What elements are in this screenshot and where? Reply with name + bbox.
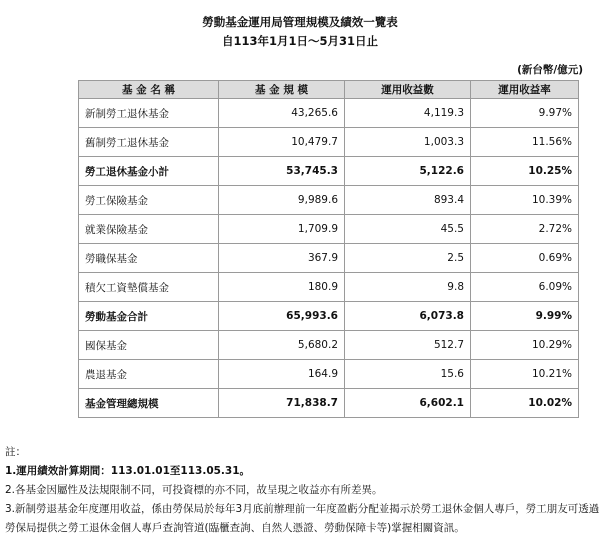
table-row [79,128,579,157]
rate-cell: 10.39% [471,186,579,215]
rate-cell: 0.69% [471,244,579,273]
rate-cell: 9.99% [471,302,579,331]
table-row [79,273,579,302]
fund-name-cell: 國保基金 [79,331,219,360]
income-cell: 1,003.3 [345,128,471,157]
page-title: 勞動基金運用局管理規模及績效一覽表 [202,15,398,29]
income-cell: 2.5 [345,244,471,273]
table-row [79,244,579,273]
fund-name-cell: 新制勞工退休基金 [79,99,219,128]
column-header-fund-scale: 基 金 規 模 [219,81,345,99]
fund-scale-cell: 43,265.6 [219,99,345,128]
rate-cell: 10.02% [471,389,579,418]
notes-section [5,443,600,538]
fund-scale-cell: 1,709.9 [219,215,345,244]
table-row [79,360,579,389]
fund-name-cell: 勞動基金合計 [79,302,219,331]
note-item-1: 1.運用績效計算期間：113.01.01至113.05.31。 [5,465,251,477]
income-cell: 6,073.8 [345,302,471,331]
fund-scale-cell: 65,993.6 [219,302,345,331]
fund-name-cell: 舊制勞工退休基金 [79,128,219,157]
rate-cell: 2.72% [471,215,579,244]
fund-scale-cell: 164.9 [219,360,345,389]
rate-cell: 11.56% [471,128,579,157]
income-cell: 893.4 [345,186,471,215]
unit-label: (新台幣/億元) [517,64,583,76]
income-cell: 6,602.1 [345,389,471,418]
rate-cell: 10.21% [471,360,579,389]
subtotal-row [79,302,579,331]
table-row [79,186,579,215]
income-cell: 15.6 [345,360,471,389]
fund-scale-cell: 9,989.6 [219,186,345,215]
fund-scale-cell: 53,745.3 [219,157,345,186]
fund-name-cell: 勞工保險基金 [79,186,219,215]
rate-cell: 10.25% [471,157,579,186]
income-cell: 5,122.6 [345,157,471,186]
fund-scale-cell: 367.9 [219,244,345,273]
table-header-row [79,81,579,99]
fund-name-cell: 勞工退休基金小計 [79,157,219,186]
page-subtitle: 自113年1月1日～5月31日止 [221,34,378,48]
note-item-3-continued: 勞保局提供之勞工退休金個人專戶查詢管道(臨櫃查詢、自然人憑證、勞動保障卡等)掌握相關資訊。 [5,522,465,534]
note-item-3: 3.新制勞退基金年度運用收益，係由勞保局於每年3月底前辦理前一年度盈虧分配並揭示於勞工退休金個人專戶，勞工朋友可透過 [5,503,600,515]
column-header-income: 運用收益數 [345,81,471,99]
note-item-2: 2.各基金因屬性及法規限制不同，可投資標的亦不同，故呈現之收益亦有所差異。 [5,484,383,496]
fund-scale-cell: 180.9 [219,273,345,302]
fund-scale-cell: 10,479.7 [219,128,345,157]
income-cell: 4,119.3 [345,99,471,128]
income-cell: 512.7 [345,331,471,360]
column-header-rate: 運用收益率 [471,81,579,99]
fund-table [78,80,579,418]
fund-scale-cell: 5,680.2 [219,331,345,360]
fund-scale-cell: 71,838.7 [219,389,345,418]
table-row [79,331,579,360]
income-cell: 45.5 [345,215,471,244]
column-header-fund-name: 基 金 名 稱 [79,81,219,99]
table-row [79,215,579,244]
rate-cell: 10.29% [471,331,579,360]
fund-name-cell: 就業保險基金 [79,215,219,244]
fund-name-cell: 農退基金 [79,360,219,389]
rate-cell: 9.97% [471,99,579,128]
fund-name-cell: 勞職保基金 [79,244,219,273]
table-row [79,99,579,128]
notes-label: 註： [5,446,26,458]
rate-cell: 6.09% [471,273,579,302]
income-cell: 9.8 [345,273,471,302]
fund-name-cell: 基金管理總規模 [79,389,219,418]
fund-name-cell: 積欠工資墊償基金 [79,273,219,302]
subtotal-row [79,157,579,186]
total-row [79,389,579,418]
